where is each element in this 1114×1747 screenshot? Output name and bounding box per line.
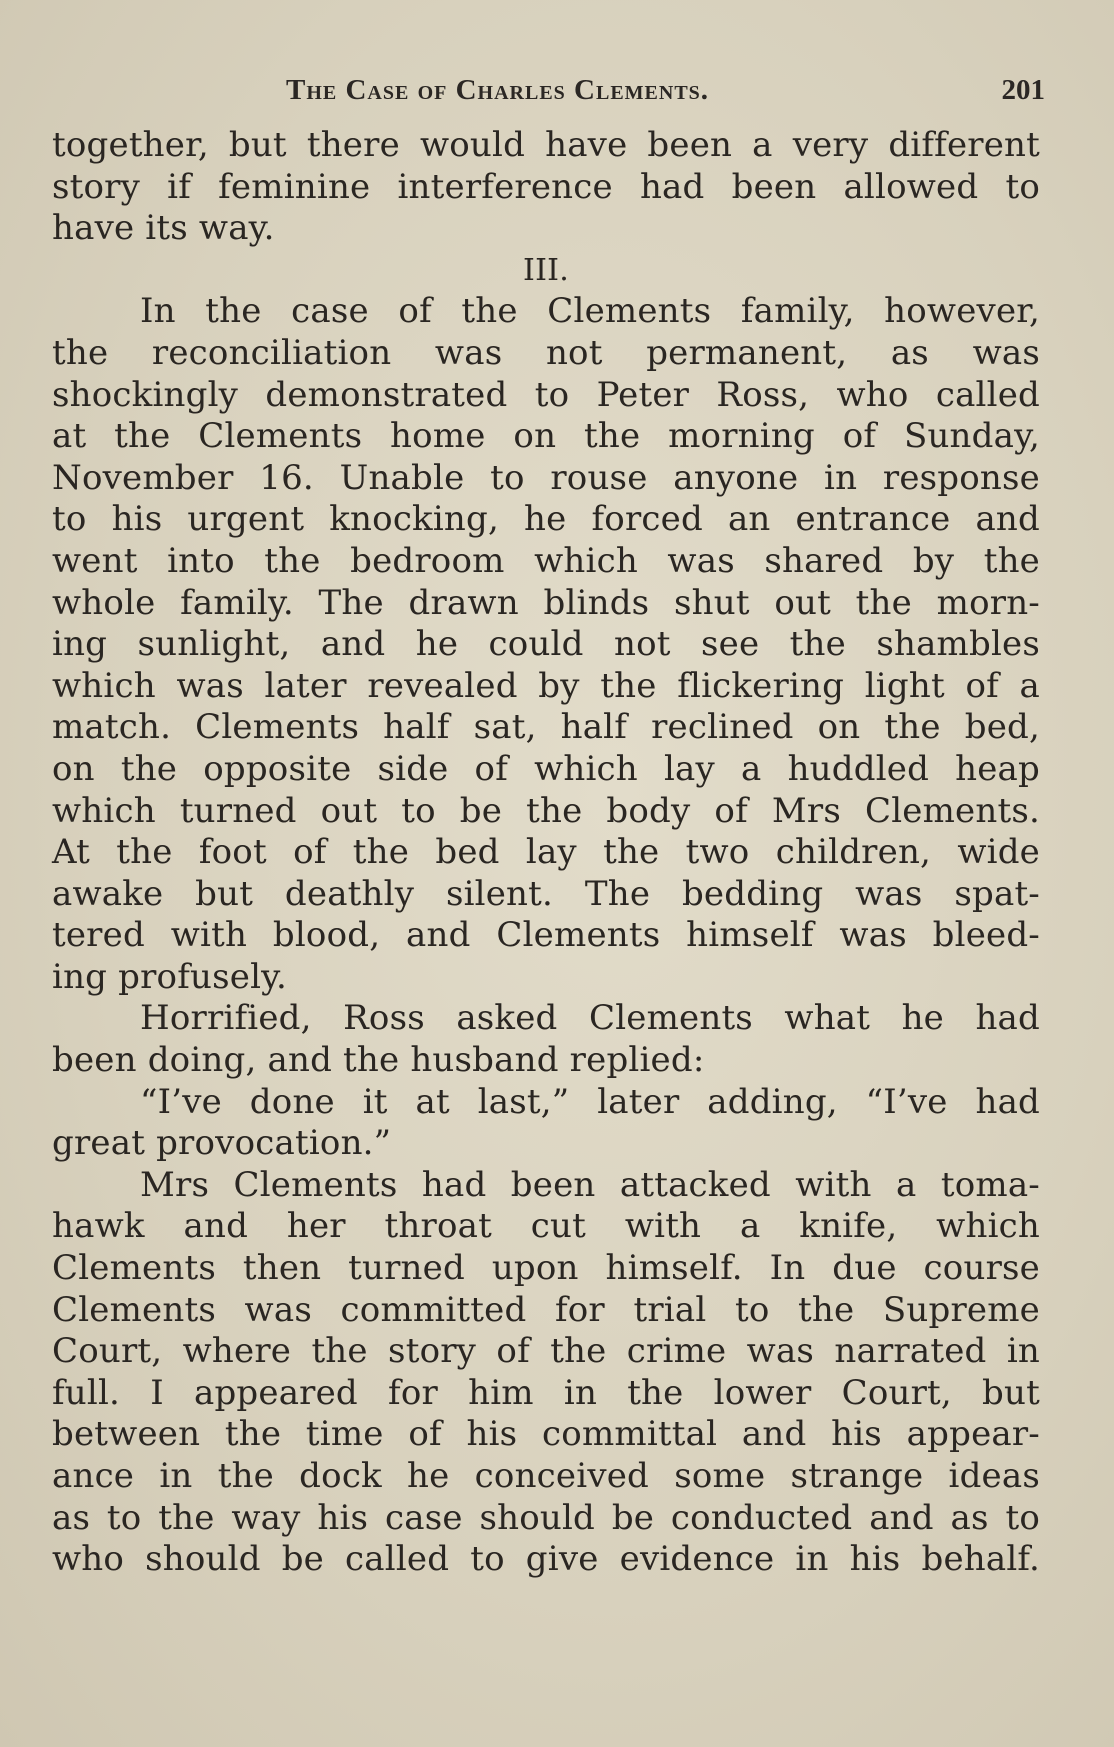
text-line: which turned out to be the body of Mrs Clements. [52, 790, 1040, 831]
text-line: ing sunlight, and he could not see the shambles [52, 624, 1040, 665]
text-line: between the time of his committal and his appear- [52, 1414, 1040, 1455]
text-line: At the foot of the bed lay the two children, wide [52, 832, 1040, 873]
text-line: “I’ve done it at last,” later adding, “I’ve had [140, 1081, 1040, 1122]
text-line: been doing, and the husband replied: [52, 1040, 705, 1081]
text-line: full. I appeared for him in the lower Court, but [52, 1372, 1040, 1413]
text-line: ing profusely. [52, 956, 288, 997]
text-line: story if feminine interference had been allowed to [52, 166, 1040, 207]
running-head [60, 74, 1045, 114]
text-line: great provocation.” [52, 1123, 392, 1164]
text-line: In the case of the Clements family, however, [140, 291, 1040, 332]
text-line: which was later revealed by the flickering light of a [52, 665, 1040, 706]
text-line: ance in the dock he conceived some strange ideas [52, 1456, 1040, 1496]
text-line: to his urgent knocking, he forced an entrance and [52, 499, 1040, 540]
text-line: shockingly demonstrated to Peter Ross, who called [52, 374, 1040, 415]
page-number: 201 [1001, 74, 1045, 106]
text-line: who should be called to give evidence in his behalf. [52, 1539, 1040, 1580]
text-line: Horrified, Ross asked Clements what he had [140, 998, 1040, 1039]
text-line: Clements was committed for trial to the Supreme [52, 1289, 1040, 1330]
text-line: November 16. Unable to rouse anyone in response [52, 457, 1040, 498]
text-line: at the Clements home on the morning of Sunday, [52, 416, 1040, 457]
text-line: Court, where the story of the crime was narrated in [52, 1331, 1040, 1372]
text-line: tered with blood, and Clements himself was bleed- [52, 915, 1040, 956]
text-line: have its way. [52, 208, 275, 249]
running-title: The Case of Charles Clements. [286, 74, 710, 106]
text-line: as to the way his case should be conducted and as to [52, 1497, 1040, 1538]
body-text [52, 125, 1040, 1581]
section-heading: III. [523, 252, 569, 288]
text-line: the reconciliation was not permanent, as was [52, 332, 1040, 373]
text-line: together, but there would have been a very different [52, 125, 1040, 165]
text-line: on the opposite side of which lay a huddled heap [52, 748, 1040, 789]
text-line: awake but deathly silent. The bedding was spat- [52, 873, 1040, 914]
text-line: match. Clements half sat, half reclined on the bed, [52, 707, 1040, 748]
text-line: went into the bedroom which was shared by the [52, 540, 1040, 581]
text-line: Mrs Clements had been attacked with a toma- [140, 1164, 1040, 1205]
text-line: Clements then turned upon himself. In due course [52, 1248, 1040, 1289]
text-line: hawk and her throat cut with a knife, which [52, 1206, 1040, 1247]
text-line: whole family. The drawn blinds shut out the morn- [52, 582, 1040, 623]
